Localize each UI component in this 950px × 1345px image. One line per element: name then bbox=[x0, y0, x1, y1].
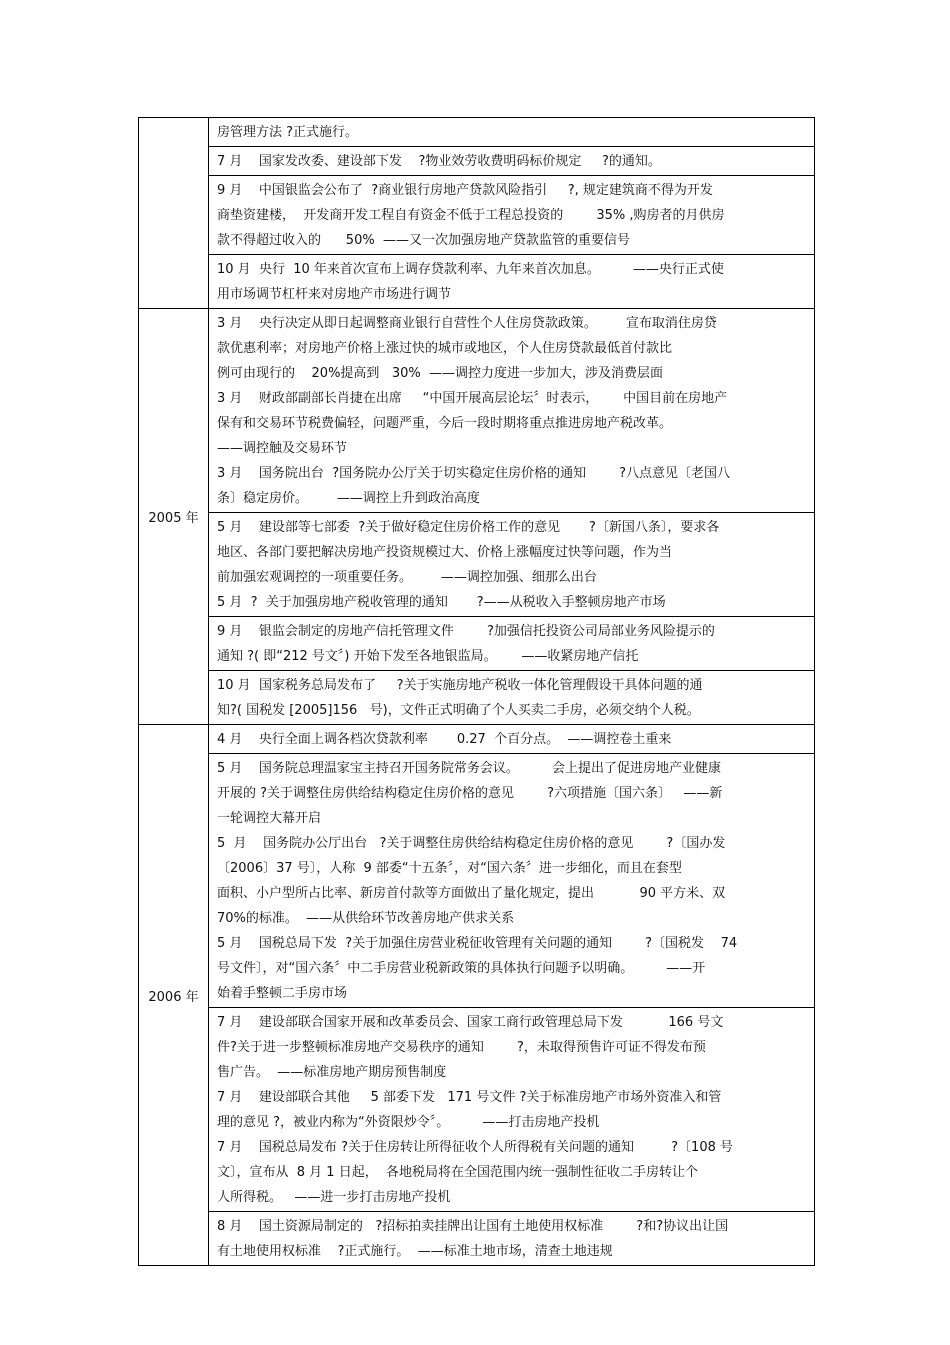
entry-line: 地区、各部门要把解决房地产投资规模过大、价格上涨幅度过快等问题，作为当 bbox=[217, 545, 673, 560]
entry-line: 〔2006〕37 号〕，人称 9 部委“十五条〞，对“国六条〞进一步细化，而且在套型 bbox=[217, 861, 682, 876]
entry-line: 7 月 建设部联合其他 5 部委下发 171 号文件 ?关于标准房地产市场外资准入和管 bbox=[217, 1090, 722, 1105]
entry-line: 10 月 国家税务总局发布了 ?关于实施房地产税收一体化管理假设干具体问题的通 bbox=[217, 678, 703, 693]
entry-line: 5 月 国务院总理温家宝主持召开国务院常务会议。 会上提出了促进房地产业健康 bbox=[217, 761, 721, 776]
entry-line: ——调控触及交易环节 bbox=[217, 441, 348, 456]
entry-line: 售广告。 ——标准房地产期房预售制度 bbox=[217, 1065, 447, 1080]
entry-line: 知?( 国税发 [2005]156 号)，文件正式明确了个人买卖二手房，必须交纳个人税。 bbox=[217, 703, 700, 718]
entry-line: 款不得超过收入的 50% ——又一次加强房地产贷款监管的重要信号 bbox=[217, 233, 630, 248]
entry-line: 7 月 国家发改委、建设部下发 ?物业效劳收费明码标价规定 ?的通知。 bbox=[217, 154, 661, 169]
entry-line: 前加强宏观调控的一项重要任务。 ——调控加强、细那么出台 bbox=[217, 570, 597, 585]
year-cell-2004 bbox=[139, 118, 209, 309]
entry-cell bbox=[209, 118, 815, 147]
table-row bbox=[139, 255, 815, 309]
entry-cell bbox=[209, 1008, 815, 1212]
table-row bbox=[139, 1008, 815, 1212]
entry-line: 9 月 银监会制定的房地产信托管理文件 ?加强信托投资公司局部业务风险提示的 bbox=[217, 624, 715, 639]
entry-line: 7 月 建设部联合国家开展和改革委员会、国家工商行政管理总局下发 166 号文 bbox=[217, 1015, 724, 1030]
table-row bbox=[139, 754, 815, 1008]
entry-line: 5 月 ? 关于加强房地产税收管理的通知 ?——从税收入手整顿房地产市场 bbox=[217, 595, 666, 610]
entry-cell bbox=[209, 309, 815, 513]
entry-line: 10 月 央行 10 年来首次宣布上调存贷款利率、九年来首次加息。 ——央行正式使 bbox=[217, 262, 724, 277]
entry-line: 理的意见 ?，被业内称为“外资限炒令〞。 ——打击房地产投机 bbox=[217, 1115, 600, 1130]
entry-cell bbox=[209, 513, 815, 617]
entry-cell bbox=[209, 1212, 815, 1266]
table-row bbox=[139, 725, 815, 754]
entry-cell bbox=[209, 725, 815, 754]
entry-line: 5 月 国务院办公厅出台 ?关于调整住房供给结构稳定住房价格的意见 ?〔国办发 bbox=[217, 836, 726, 851]
table-row bbox=[139, 617, 815, 671]
entry-line: 面积、小户型所占比率、新房首付款等方面做出了量化规定，提出 90 平方米、双 bbox=[217, 886, 726, 901]
entry-line: 4 月 央行全面上调各档次贷款利率 0.27 个百分点。 ——调控卷土重来 bbox=[217, 732, 672, 747]
table-row bbox=[139, 513, 815, 617]
entry-line: 房管理方法 ?正式施行。 bbox=[217, 125, 359, 140]
entry-line: 8 月 国土资源局制定的 ?招标拍卖挂牌出让国有土地使用权标准 ?和?协议出让国 bbox=[217, 1219, 729, 1234]
entry-line: 5 月 建设部等七部委 ?关于做好稳定住房价格工作的意见 ?〔新国八条〕，要求各 bbox=[217, 520, 720, 535]
entry-line: 款优惠利率；对房地产价格上涨过快的城市或地区，个人住房贷款最低首付款比 bbox=[217, 341, 673, 356]
entry-line: 件?关于进一步整顿标准房地产交易秩序的通知 ?，未取得预售许可证不得发布预 bbox=[217, 1040, 706, 1055]
entry-cell bbox=[209, 617, 815, 671]
year-cell-2005: 2005 年 bbox=[139, 309, 209, 725]
entry-line: 3 月 央行决定从即日起调整商业银行自营性个人住房贷款政策。 宣布取消住房贷 bbox=[217, 316, 717, 331]
entry-line: 有土地使用权标准 ?正式施行。 ——标准土地市场，清查土地违规 bbox=[217, 1244, 613, 1259]
entry-line: 号文件〕，对“国六条〞中二手房营业税新政策的具体执行问题予以明确。 ——开 bbox=[217, 961, 706, 976]
entry-line: 始着手整顿二手房市场 bbox=[217, 986, 348, 1001]
entry-line: 人所得税。 ——进一步打击房地产投机 bbox=[217, 1190, 451, 1205]
entry-line: 条〕稳定房价。 ——调控上升到政治高度 bbox=[217, 491, 480, 506]
table-row bbox=[139, 671, 815, 725]
entry-line: 一轮调控大幕开启 bbox=[217, 811, 322, 826]
entry-line: 开展的 ?关于调整住房供给结构稳定住房价格的意见 ?六项措施〔国六条〕 ——新 bbox=[217, 786, 723, 801]
entry-line: 9 月 中国银监会公布了 ?商业银行房地产贷款风险指引 ?, 规定建筑商不得为开发 bbox=[217, 183, 713, 198]
table-row bbox=[139, 176, 815, 255]
table-row bbox=[139, 118, 815, 147]
entry-line: 5 月 国税总局下发 ?关于加强住房营业税征收管理有关问题的通知 ?〔国税发 74 bbox=[217, 936, 738, 951]
entry-cell bbox=[209, 255, 815, 309]
entry-line: 70%的标准。 ——从供给环节改善房地产供求关系 bbox=[217, 911, 515, 926]
entry-cell bbox=[209, 176, 815, 255]
entry-line: 3 月 财政部副部长肖捷在出席 “中国开展高层论坛〞时表示， 中国目前在房地产 bbox=[217, 391, 728, 406]
table-row bbox=[139, 1212, 815, 1266]
table-row bbox=[139, 147, 815, 176]
entry-line: 7 月 国税总局发布 ?关于住房转让所得征收个人所得税有关问题的通知 ?〔108 号 bbox=[217, 1140, 734, 1155]
entry-line: 用市场调节杠杆来对房地产市场进行调节 bbox=[217, 287, 452, 302]
entry-line: 商垫资建楼， 开发商开发工程自有资金不低于工程总投资的 35% ,购房者的月供房 bbox=[217, 208, 725, 223]
entry-line: 通知 ?( 即“212 号文〞) 开始下发至各地银监局。 ——收紧房地产信托 bbox=[217, 649, 639, 664]
entry-cell bbox=[209, 754, 815, 1008]
entry-line: 保有和交易环节税费偏轻，问题严重，今后一段时期将重点推进房地产税改革。 bbox=[217, 416, 673, 431]
entry-cell bbox=[209, 671, 815, 725]
entry-line: 文〕，宣布从 8 月 1 日起， 各地税局将在全国范围内统一强制性征收二手房转让个 bbox=[217, 1165, 698, 1180]
entry-line: 3 月 国务院出台 ?国务院办公厅关于切实稳定住房价格的通知 ?八点意见〔老国八 bbox=[217, 466, 731, 481]
table-row bbox=[139, 309, 815, 513]
entry-cell bbox=[209, 147, 815, 176]
policy-timeline-table bbox=[138, 117, 815, 1266]
entry-line: 例可由现行的 20%提高到 30% ——调控力度进一步加大，涉及消费层面 bbox=[217, 366, 663, 381]
year-cell-2006: 2006 年 bbox=[139, 725, 209, 1266]
